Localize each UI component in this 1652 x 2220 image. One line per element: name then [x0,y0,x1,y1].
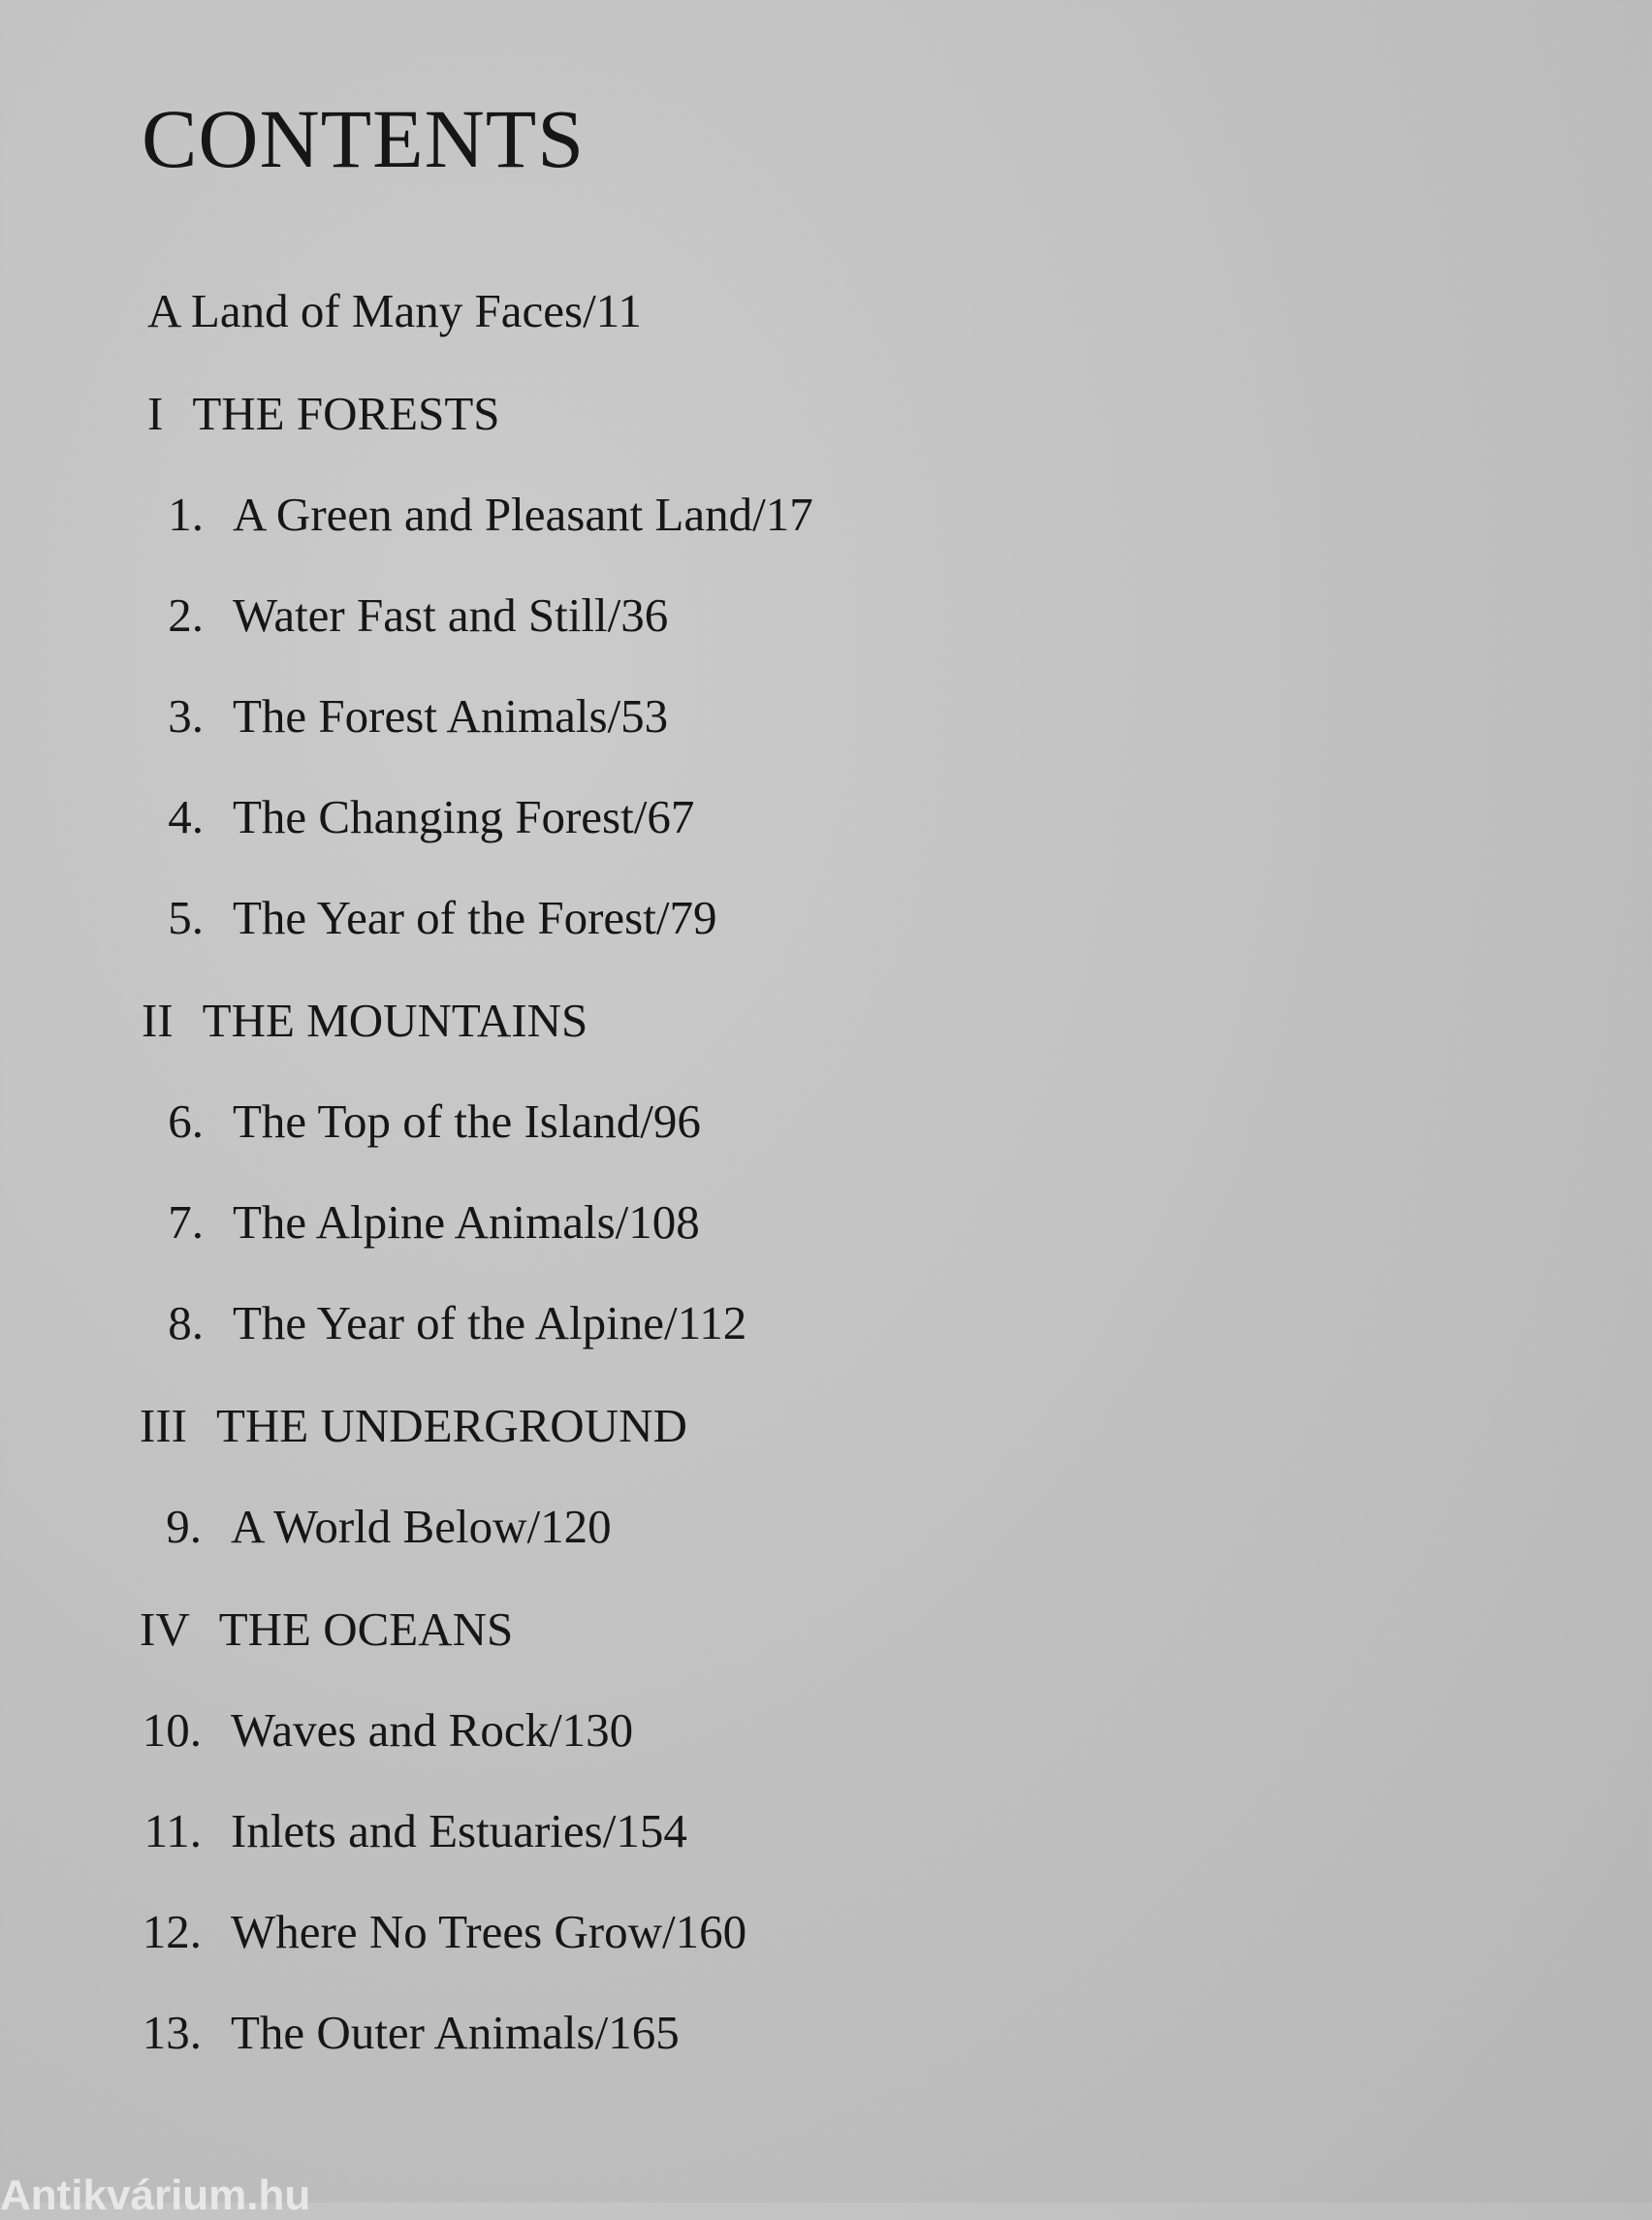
part-heading-oceans [140,1602,514,1656]
part-heading-mountains [142,994,588,1047]
chapter-entry [114,1703,634,1757]
chapter-title: Water Fast and Still/36 [233,588,669,642]
chapter-title: Where No Trees Grow/160 [231,1905,747,1958]
part-numeral: IV [140,1602,190,1656]
chapter-number: 8. [168,1296,204,1349]
chapter-title: The Year of the Alpine/112 [233,1296,747,1349]
chapter-entry [116,1296,747,1349]
chapter-entry [114,1804,687,1857]
part-numeral: II [142,994,174,1047]
part-heading-forests [147,387,500,440]
part-numeral: III [140,1399,187,1452]
chapter-number: 13. [142,2006,202,2059]
chapter-entry [116,488,813,541]
chapter-entry [116,689,669,743]
chapter-title: Waves and Rock/130 [231,1703,634,1757]
chapter-title: A Green and Pleasant Land/17 [233,488,813,541]
part-numeral: I [147,387,164,440]
chapter-entry [116,790,695,843]
chapter-number: 9. [166,1500,202,1553]
chapter-entry [116,1195,700,1249]
chapter-number: 7. [168,1195,204,1249]
page-title: CONTENTS [142,92,586,185]
part-heading-underground [140,1399,687,1452]
chapter-title: The Alpine Animals/108 [233,1195,700,1249]
chapter-entry [116,1094,701,1148]
chapter-entry [116,891,717,944]
intro-entry-text: A Land of Many Faces/11 [147,284,642,337]
part-title: THE OCEANS [218,1602,514,1656]
chapter-number: 11. [143,1804,202,1857]
chapter-title: The Changing Forest/67 [233,790,695,843]
chapter-title: The Year of the Forest/79 [233,891,717,944]
chapter-title: A World Below/120 [231,1500,612,1553]
chapter-title: The Forest Animals/53 [233,689,669,743]
chapter-number: 10. [142,1703,202,1757]
part-title: THE MOUNTAINS [202,994,588,1047]
chapter-title: The Outer Animals/165 [231,2006,680,2059]
part-title: THE UNDERGROUND [215,1399,687,1452]
intro-entry [147,284,642,337]
chapter-title: Inlets and Estuaries/154 [231,1804,687,1857]
chapter-number: 4. [168,790,204,843]
chapter-number: 3. [168,689,204,743]
chapter-number: 5. [168,891,204,944]
chapter-number: 12. [142,1905,202,1958]
watermark: Antikvárium.hu [0,2172,311,2219]
chapter-number: 6. [168,1094,204,1148]
chapter-entry [116,588,669,642]
chapter-title: The Top of the Island/96 [233,1094,701,1148]
chapter-entry [114,1905,747,1958]
part-title: THE FORESTS [192,387,500,440]
chapter-entry [114,2006,680,2059]
chapter-number: 1. [168,488,204,541]
chapter-number: 2. [168,588,204,642]
chapter-entry [114,1500,612,1553]
